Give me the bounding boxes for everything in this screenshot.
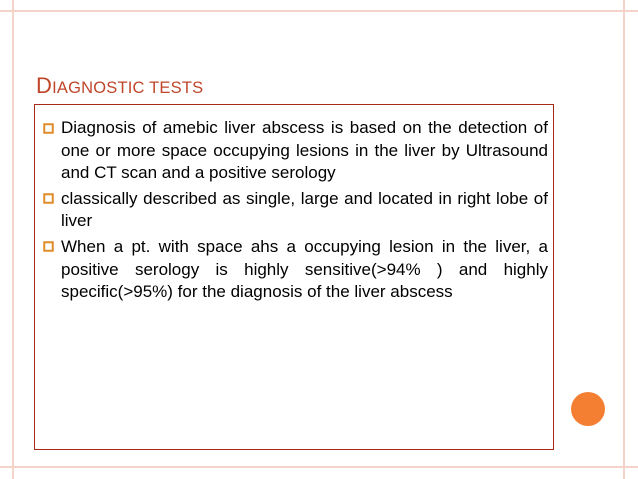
bullet-list [35, 117, 553, 307]
slide-title-rest: IAGNOSTIC TESTS [52, 79, 204, 97]
bullet-text: Diagnosis of amebic liver abscess is based on the detection of one or more space occupying lesions in the liver by Ultrasound and CT scan and a positive serology [61, 118, 548, 183]
hollow-square-icon [41, 192, 55, 206]
frame-line-right [623, 0, 625, 479]
decorative-orange-circle [571, 392, 605, 426]
frame-line-bottom [0, 466, 638, 468]
bullet-item [35, 117, 553, 185]
hollow-square-icon [41, 121, 55, 135]
slide-title-initial: D [36, 73, 53, 98]
frame-line-top [0, 10, 638, 12]
bullet-item [35, 236, 553, 304]
slide-title [36, 64, 203, 101]
bullet-text: When a pt. with space ahs a occupying lesion in the liver, a positive serology is highly sensitive(>94% ) and highly specific(>95%) for the diagnosis of the liver abscess [61, 236, 548, 302]
frame-line-left [12, 0, 14, 479]
bullet-text: classically described as single, large and located in right lobe of liver [61, 188, 548, 231]
hollow-square-icon [41, 240, 55, 254]
bullet-item [35, 188, 553, 233]
content-box [34, 104, 554, 450]
